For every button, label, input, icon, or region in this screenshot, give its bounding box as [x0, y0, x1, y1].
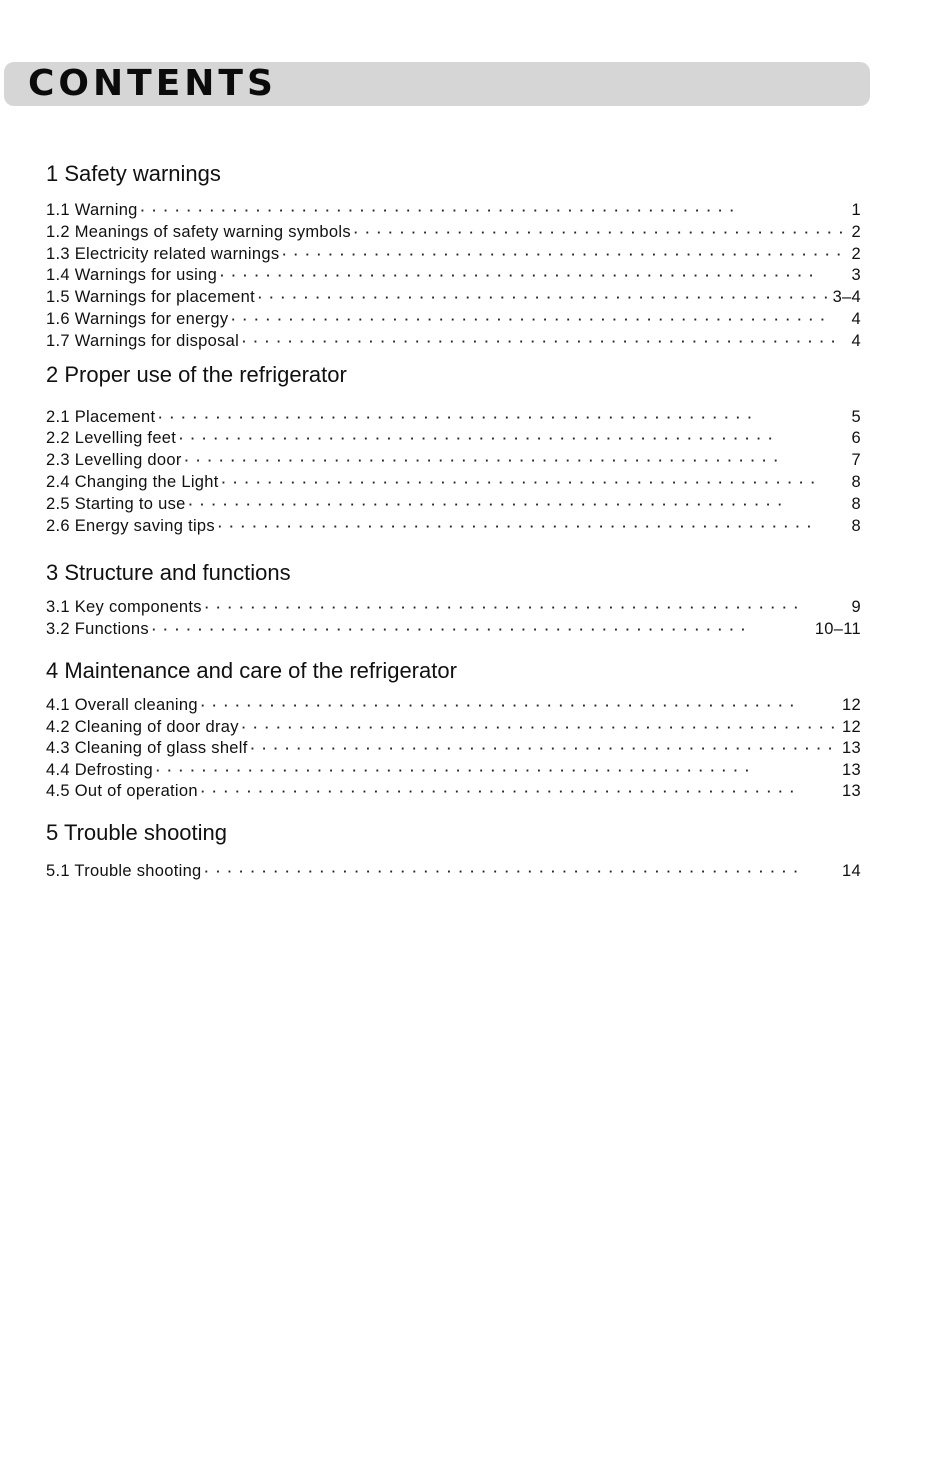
section-title: 4 Maintenance and care of the refrigerator [46, 657, 457, 683]
entry-page-number: 1 [851, 201, 861, 219]
dot-leader [231, 309, 848, 331]
entry-page-number: 9 [851, 598, 861, 617]
toc-entry[interactable] [46, 597, 861, 619]
entry-page-number: 2 [851, 222, 861, 241]
entry-label: 5.1 Trouble shooting [46, 861, 202, 880]
section-title: 2 Proper use of the refrigerator [46, 361, 347, 387]
section-title: 5 Trouble shooting [46, 819, 228, 845]
entry-page-number: 8 [851, 516, 861, 535]
entry-label: 4.1 Overall cleaning [46, 695, 198, 714]
dot-leader [156, 760, 839, 782]
dot-leader [282, 244, 848, 266]
toc-section [46, 657, 861, 803]
entry-label: 1.1 Warning [46, 201, 138, 219]
toc-entry[interactable] [46, 717, 861, 739]
dot-leader [179, 428, 848, 450]
entry-page-number: 10–11 [814, 620, 861, 639]
entry-label: 1.2 Meanings of safety warning symbols [46, 222, 351, 241]
toc-entry[interactable] [46, 265, 861, 287]
dot-leader [185, 450, 849, 472]
entry-page-number: 13 [842, 782, 861, 801]
contents-header-bar [4, 62, 870, 106]
entry-page-number: 2 [851, 244, 861, 263]
entry-label: 3.1 Key components [46, 598, 202, 617]
dot-leader [201, 695, 839, 717]
entry-page-number: 3 [851, 266, 861, 285]
entry-label: 2.6 Energy saving tips [46, 516, 215, 535]
entry-label: 2.2 Levelling feet [46, 429, 177, 448]
entry-page-number: 8 [851, 494, 861, 513]
dot-leader [242, 717, 839, 739]
entry-page-number: 5 [851, 407, 861, 426]
toc-entry[interactable] [46, 861, 861, 883]
toc-entry[interactable] [46, 200, 861, 222]
table-of-contents [46, 160, 861, 883]
dot-leader [242, 331, 848, 353]
toc-entry[interactable] [46, 407, 861, 429]
toc-entry[interactable] [46, 494, 861, 516]
entry-label: 1.6 Warnings for energy [46, 309, 229, 328]
toc-entry[interactable] [46, 738, 861, 760]
entry-label: 1.7 Warnings for disposal [46, 331, 240, 350]
toc-entry[interactable] [46, 331, 861, 353]
entry-page-number: 12 [842, 717, 861, 736]
toc-section [46, 361, 861, 538]
entry-page-number: 6 [851, 429, 861, 448]
entry-label: 2.4 Changing the Light [46, 472, 219, 491]
entry-label: 3.2 Functions [46, 620, 149, 639]
entry-label: 2.3 Levelling door [46, 451, 182, 470]
dot-leader [189, 494, 849, 516]
entry-label: 2.5 Starting to use [46, 494, 186, 513]
toc-entry[interactable] [46, 428, 861, 450]
toc-section [46, 819, 861, 883]
toc-entry[interactable] [46, 619, 861, 641]
section-title: 1 Safety warnings [46, 161, 221, 186]
dot-leader [158, 407, 848, 429]
dot-leader [251, 738, 839, 760]
entry-page-number: 14 [842, 861, 861, 880]
dot-leader [354, 222, 849, 244]
entry-page-number: 13 [842, 739, 861, 758]
dot-leader [201, 781, 839, 803]
toc-section [46, 160, 861, 353]
entry-label: 1.4 Warnings for using [46, 266, 218, 285]
entry-label: 1.5 Warnings for placement [46, 288, 255, 307]
entry-label: 4.4 Defrosting [46, 760, 153, 779]
dot-leader [218, 516, 849, 538]
toc-entry[interactable] [46, 695, 861, 717]
entry-page-number: 4 [851, 309, 861, 328]
entry-page-number: 8 [851, 472, 861, 491]
dot-leader [205, 597, 849, 619]
entry-label: 2.1 Placement [46, 407, 156, 426]
entry-label: 4.5 Out of operation [46, 782, 198, 801]
toc-entry[interactable] [46, 472, 861, 494]
toc-entry[interactable] [46, 781, 861, 803]
toc-entry[interactable] [46, 760, 861, 782]
entry-page-number: 4 [851, 331, 861, 350]
page-title: CONTENTS [28, 63, 277, 104]
toc-entry[interactable] [46, 287, 861, 309]
toc-entry[interactable] [46, 222, 861, 244]
entry-page-number: 12 [842, 695, 861, 714]
toc-entry[interactable] [46, 309, 861, 331]
dot-leader [222, 472, 849, 494]
entry-page-number: 7 [851, 451, 861, 470]
dot-leader [220, 265, 848, 287]
toc-section [46, 559, 861, 641]
entry-label: 1.3 Electricity related warnings [46, 244, 280, 263]
dot-leader [258, 287, 830, 309]
entry-page-number: 3–4 [832, 288, 861, 307]
dot-leader [141, 200, 849, 222]
toc-entry[interactable] [46, 516, 861, 538]
toc-entry[interactable] [46, 244, 861, 266]
section-title: 3 Structure and functions [46, 560, 291, 586]
dot-leader [152, 619, 812, 641]
entry-label: 4.3 Cleaning of glass shelf [46, 739, 248, 758]
entry-page-number: 13 [842, 760, 861, 779]
dot-leader [205, 861, 840, 883]
entry-label: 4.2 Cleaning of door dray [46, 717, 239, 736]
toc-entry[interactable] [46, 450, 861, 472]
